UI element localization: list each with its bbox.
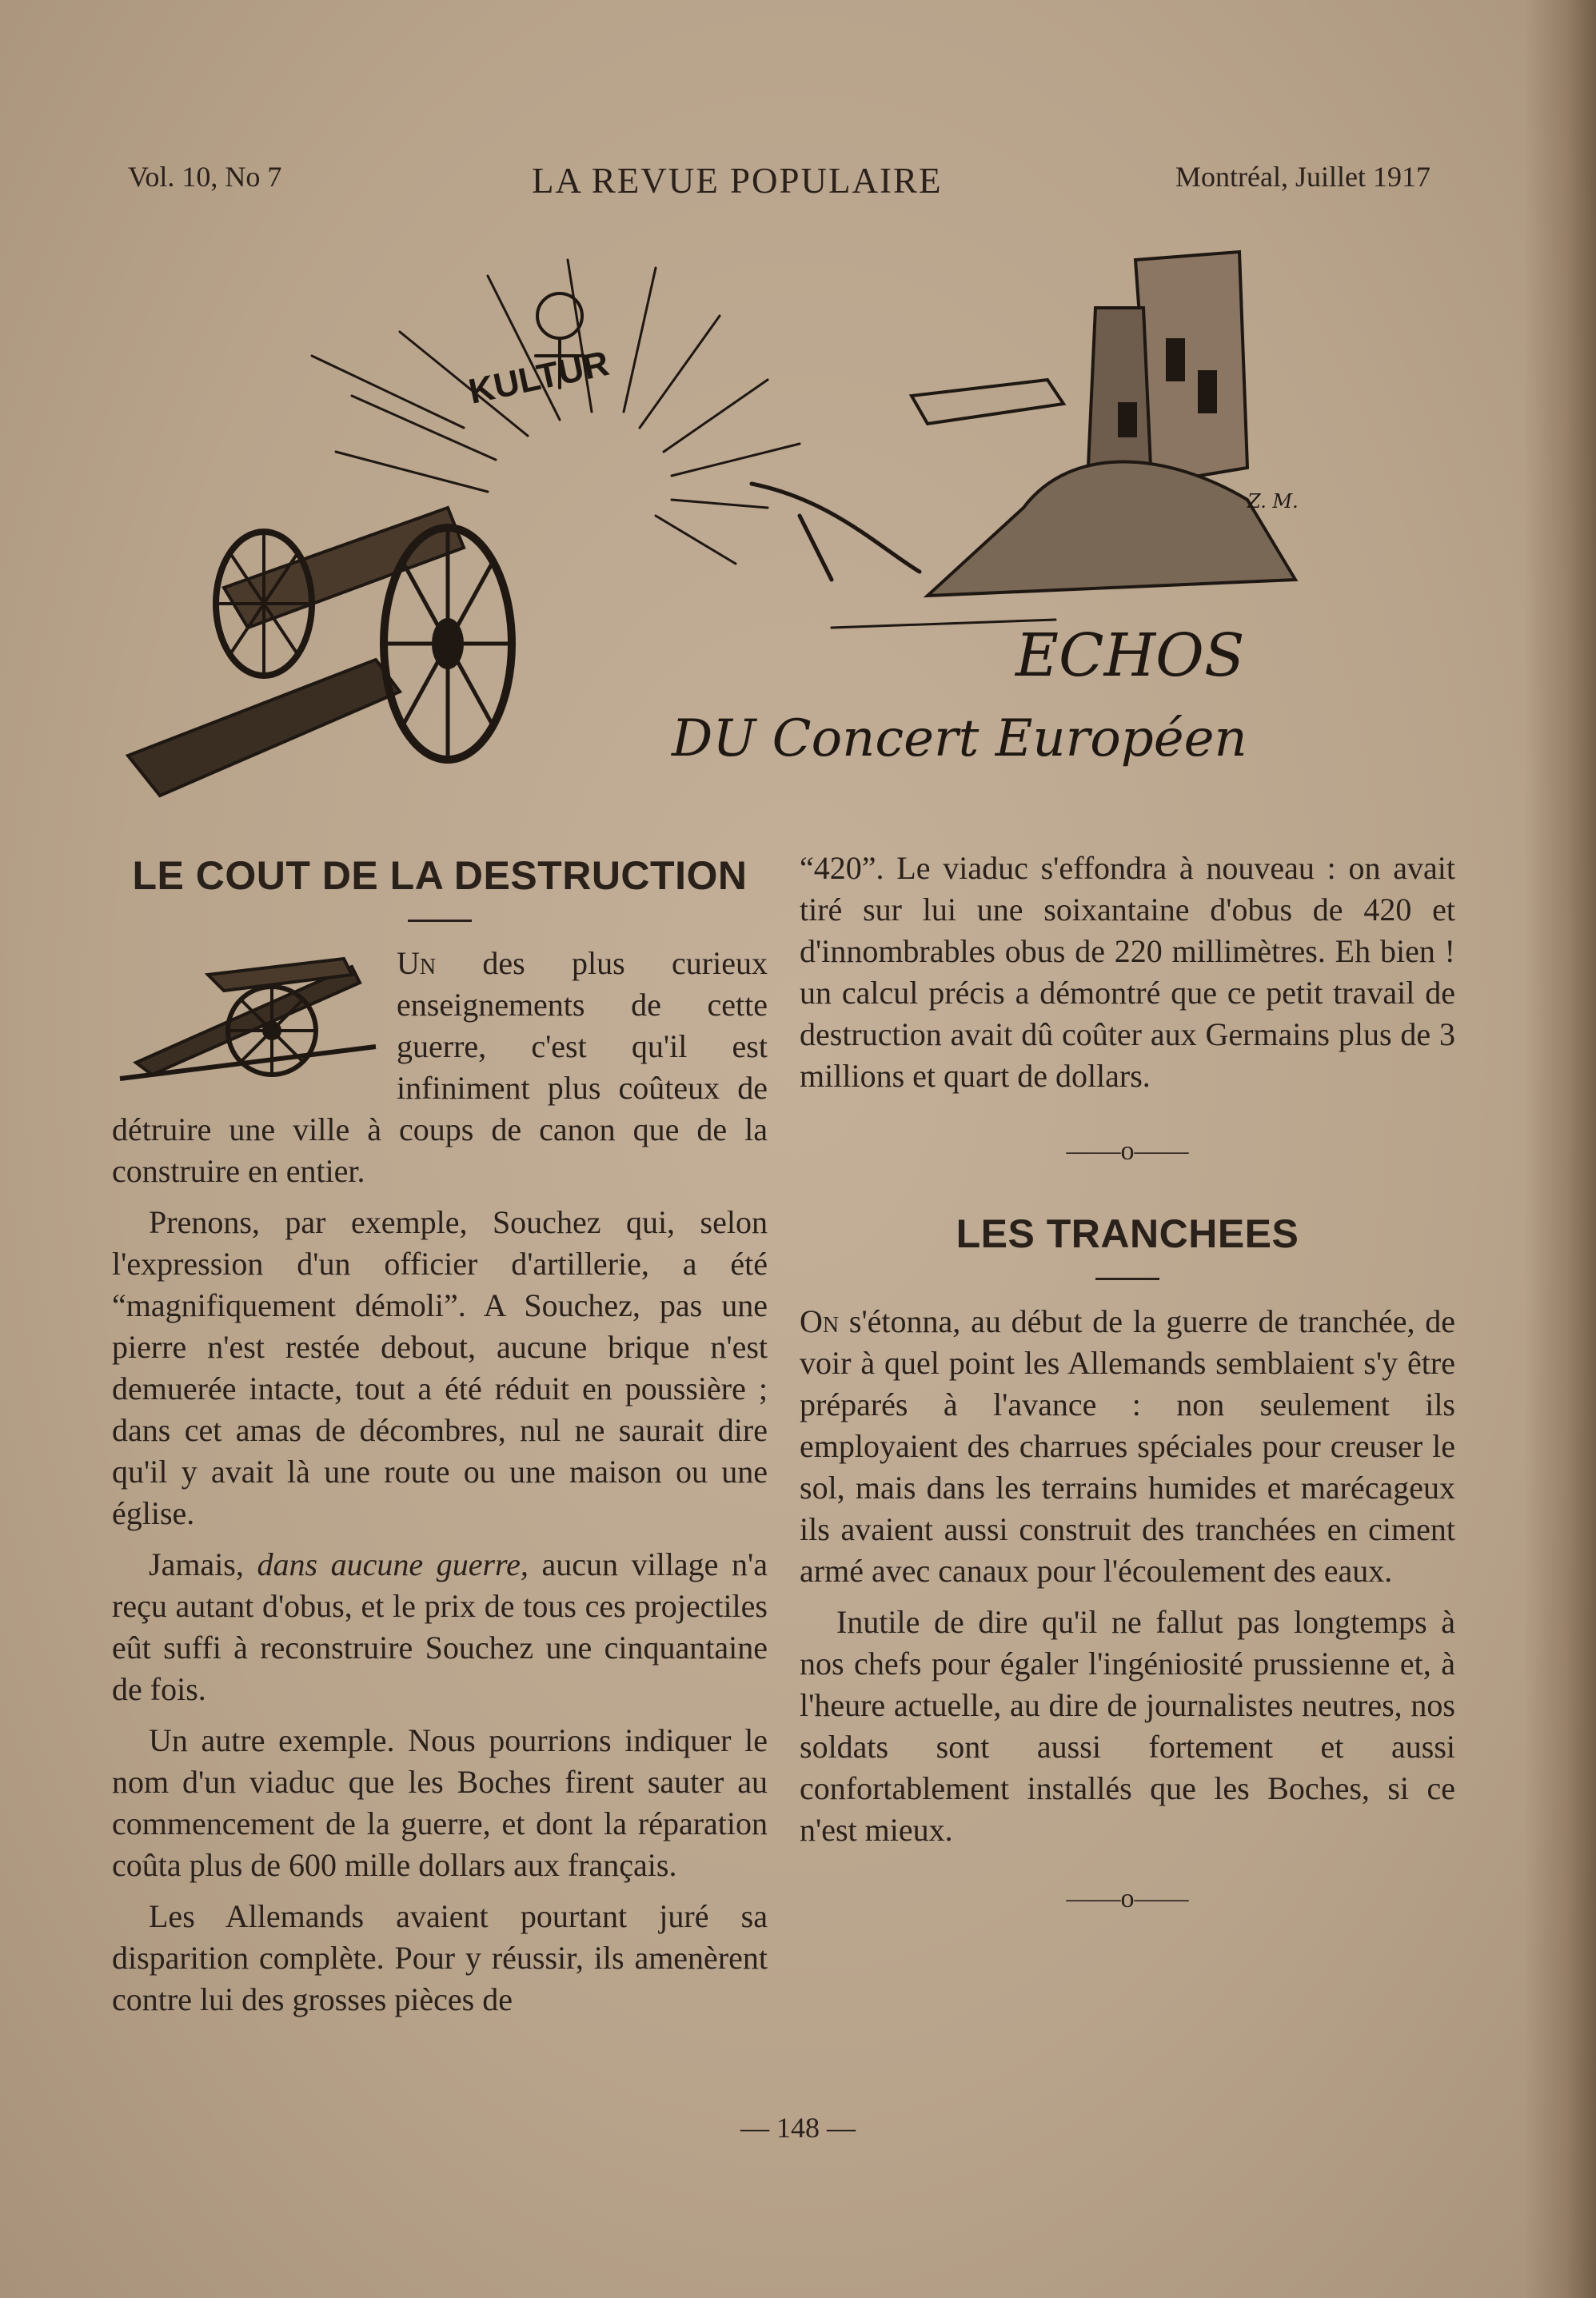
dropcap-un: Un	[397, 945, 437, 981]
paragraph-5: Les Allemands avaient pourtant juré sa disparition complète. Pour y réussir, ils amenèrent contre lui des grosses pièces de	[112, 1898, 768, 2017]
paragraph-1: des plus curieux enseignements de cette guerre, c'est qu'il est infiniment plus coûteux de détruire une ville à coups de canon que de la construire en entier.	[112, 945, 768, 1189]
paragraph-3-lead: Jamais,	[149, 1546, 244, 1582]
cannon-wheel-large	[384, 528, 512, 760]
right-column	[800, 848, 1455, 1923]
continuation-paragraph: “420”. Le viaduc s'effondra à nouveau : on avait tiré sur lui une soixantaine d'obus de 420 et d'innombrables obus de 220 millimètres. Eh bien ! un calcul précis a démontré que ce petit travail de destruction avait dû coûter aux Germains plus de 3 millions et quart de dollars.	[800, 850, 1455, 1094]
publication-title: LA REVUE POPULAIRE	[532, 161, 943, 201]
title-rule	[408, 920, 472, 922]
issue-date: Montréal, Juillet 1917	[1175, 161, 1430, 193]
tranchees-paragraph-1: s'étonna, au début de la guerre de tranchée, de voir à quel point les Allemands semblaient s'y être préparés à l'avance : non seulement ils employaient des charrues spéciales pour creuser le sol, mais dans les terrains humides et marécageux ils avaient aussi construit des tranchées en ciment armé avec canaux pour l'écoulement des eaux.	[800, 1303, 1455, 1589]
article-title-tranchees: LES TRANCHEES	[956, 1211, 1299, 1256]
echos-illustration	[112, 244, 1327, 820]
paragraph-3-italic: dans aucune guerre,	[257, 1546, 529, 1582]
castle-ruins	[928, 252, 1295, 596]
paragraph-4: Un autre exemple. Nous pourrions indiquer le nom d'un viaduc que les Boches firent sauter au commencement de la guerre, et dont la réparation coûta plus de 600 mille dollars aux français.	[112, 1722, 768, 1883]
left-column	[112, 848, 768, 2030]
volume-number: Vol. 10, No 7	[128, 161, 282, 193]
cannon-trail	[128, 660, 400, 796]
burst-text: KULTUR	[465, 343, 612, 412]
dropcap-on: On	[800, 1303, 840, 1339]
shell	[912, 380, 1063, 424]
running-header	[0, 160, 1596, 208]
tranchees-paragraph-2: Inutile de dire qu'il ne fallut pas longtemps à nos chefs pour égaler l'ingéniosité prussienne et, à l'heure actuelle, au dire de journalistes neutres, nos soldats sont aussi fortement et aussi confortablement installés que les Boches, si ce n'est mieux.	[800, 1604, 1455, 1848]
cannon-vignette	[112, 943, 384, 1087]
title-rule	[1095, 1278, 1159, 1280]
article-title-destruction: LE COUT DE LA DESTRUCTION	[132, 853, 748, 898]
falling-figure	[752, 484, 920, 580]
caption-echos: ECHOS	[1015, 621, 1245, 690]
caption-concert-europeen: DU Concert Européen	[672, 709, 1247, 768]
page-edge-shadow	[1524, 0, 1596, 2298]
separator-end: ——o——	[1066, 1884, 1189, 1913]
page-number: — 148 —	[740, 2112, 856, 2144]
separator: ——o——	[1066, 1136, 1189, 1166]
blast-lines	[312, 260, 800, 564]
paragraph-2: Prenons, par exemple, Souchez qui, selon l'expression d'un officier d'artillerie, a été “magnifiquement démoli”. A Souchez, pas une pierre n'est restée debout, aucune brique n'est demuerée intacte, tout a été réduit en poussière ; dans cet amas de décombres, nul ne saurait dire qu'il y avait là une route ou une maison ou une église.	[112, 1204, 768, 1531]
artist-signature: Z. M.	[1247, 490, 1299, 513]
paragraph-3: aucun village n'a reçu autant d'obus, et le prix de tous ces projectiles eût suffi à reconstruire Souchez une cinquantaine de fois.	[112, 1546, 768, 1707]
cannon-wheel-small	[216, 532, 312, 676]
